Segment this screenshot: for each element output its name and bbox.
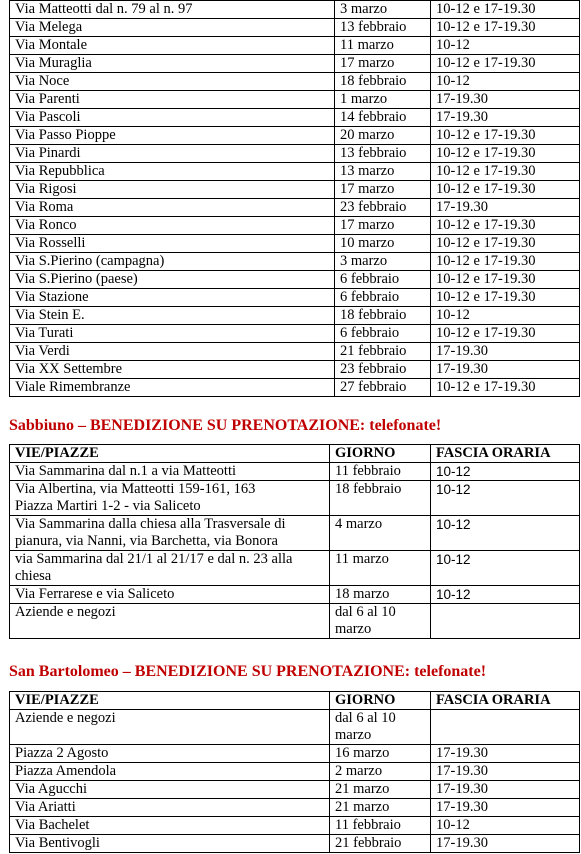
table-row [10, 781, 580, 799]
day-cell: 18 marzo [330, 586, 431, 604]
street-cell: Via Melega [10, 19, 335, 37]
table-row [10, 745, 580, 763]
day-cell: 11 marzo [330, 551, 431, 586]
time-cell: 17-19.30 [431, 745, 580, 763]
table-row [10, 379, 580, 397]
day-cell: 17 marzo [335, 55, 431, 73]
day-cell: 16 marzo [330, 745, 431, 763]
time-cell: 17-19.30 [431, 799, 580, 817]
day-cell: 17 marzo [335, 181, 431, 199]
street-cell: Viale Rimembranze [10, 379, 335, 397]
table-row [10, 253, 580, 271]
table-row [10, 481, 580, 516]
table-row [10, 289, 580, 307]
table-row [10, 325, 580, 343]
table-row [10, 91, 580, 109]
street-cell: Via Montale [10, 37, 335, 55]
time-cell: 10-12 e 17-19.30 [431, 289, 580, 307]
san-bartolomeo-table [9, 691, 580, 853]
san-bartolomeo-table-body [10, 710, 580, 853]
day-cell: 13 febbraio [335, 145, 431, 163]
time-cell: 10-12 e 17-19.30 [431, 163, 580, 181]
time-cell: 17-19.30 [431, 91, 580, 109]
street-cell: Via Albertina, via Matteotti 159-161, 163 Piazza Martiri 1-2 - via Saliceto [10, 481, 330, 516]
day-cell: 17 marzo [335, 217, 431, 235]
time-cell: 10-12 [431, 551, 580, 586]
table-row [10, 516, 580, 551]
time-cell: 10-12 e 17-19.30 [431, 379, 580, 397]
time-cell: 10-12 e 17-19.30 [431, 181, 580, 199]
street-cell: Via Stein E. [10, 307, 335, 325]
table-row [10, 37, 580, 55]
sabbiuno-table [9, 444, 580, 639]
day-cell: 21 febbraio [335, 343, 431, 361]
sabbiuno-section-title: Sabbiuno – BENEDIZIONE SU PRENOTAZIONE: telefonate! [9, 417, 442, 434]
time-cell: 17-19.30 [431, 781, 580, 799]
table-row [10, 307, 580, 325]
street-cell: Via Muraglia [10, 55, 335, 73]
street-cell: Via Turati [10, 325, 335, 343]
time-cell: 10-12 e 17-19.30 [431, 325, 580, 343]
streets-table-continuation [9, 0, 580, 397]
time-cell: 10-12 e 17-19.30 [431, 235, 580, 253]
street-cell: Via Roma [10, 199, 335, 217]
header-vie-piazze: VIE/PIAZZE [10, 445, 330, 463]
table-row [10, 199, 580, 217]
day-cell: 3 marzo [335, 253, 431, 271]
table-row [10, 73, 580, 91]
street-cell: Via Sammarina dal n.1 a via Matteotti [10, 463, 330, 481]
time-cell: 17-19.30 [431, 361, 580, 379]
day-cell: 27 febbraio [335, 379, 431, 397]
table-row [10, 127, 580, 145]
header-vie-piazze: VIE/PIAZZE [10, 692, 330, 710]
street-cell: Piazza 2 Agosto [10, 745, 330, 763]
day-cell: 21 marzo [330, 799, 431, 817]
day-cell: 6 febbraio [335, 271, 431, 289]
street-cell: Via Ronco [10, 217, 335, 235]
street-cell: Via Bachelet [10, 817, 330, 835]
table-row [10, 163, 580, 181]
street-cell: Via Passo Pioppe [10, 127, 335, 145]
table-row [10, 145, 580, 163]
streets-table-body [10, 1, 580, 397]
time-cell: 10-12 [431, 586, 580, 604]
time-cell: 10-12 e 17-19.30 [431, 1, 580, 19]
day-cell: 18 febbraio [335, 307, 431, 325]
time-cell: 10-12 [431, 73, 580, 91]
time-cell: 10-12 [431, 481, 580, 516]
street-cell: Via Matteotti dal n. 79 al n. 97 [10, 1, 335, 19]
street-cell: Via Rosselli [10, 235, 335, 253]
time-cell: 10-12 [431, 37, 580, 55]
table-row [10, 109, 580, 127]
street-cell: Via Ferrarese e via Saliceto [10, 586, 330, 604]
street-cell: Via Parenti [10, 91, 335, 109]
day-cell: 11 febbraio [330, 463, 431, 481]
time-cell: 10-12 [431, 463, 580, 481]
day-cell: 11 marzo [335, 37, 431, 55]
table-row [10, 799, 580, 817]
day-cell: dal 6 al 10 marzo [330, 710, 431, 745]
time-cell [431, 604, 580, 639]
street-cell: Via Pascoli [10, 109, 335, 127]
day-cell: 3 marzo [335, 1, 431, 19]
header-giorno: GIORNO [330, 445, 431, 463]
table-row [10, 343, 580, 361]
header-fascia-oraria: FASCIA ORARIA [431, 445, 580, 463]
time-cell: 10-12 [431, 516, 580, 551]
day-cell: 1 marzo [335, 91, 431, 109]
time-cell: 10-12 e 17-19.30 [431, 253, 580, 271]
street-cell: Via S.Pierino (paese) [10, 271, 335, 289]
day-cell: 4 marzo [330, 516, 431, 551]
header-giorno: GIORNO [330, 692, 431, 710]
table-row [10, 181, 580, 199]
street-cell: Via Ariatti [10, 799, 330, 817]
street-cell: Via Bentivogli [10, 835, 330, 853]
san-bartolomeo-section-title: San Bartolomeo – BENEDIZIONE SU PRENOTAZIONE: telefonate! [9, 663, 487, 680]
day-cell: 23 febbraio [335, 199, 431, 217]
time-cell: 17-19.30 [431, 763, 580, 781]
table-row [10, 604, 580, 639]
table-row [10, 463, 580, 481]
street-cell: Via Sammarina dalla chiesa alla Trasversale di pianura, via Nanni, via Barchetta, via Bonora [10, 516, 330, 551]
street-cell: Via Repubblica [10, 163, 335, 181]
time-cell: 10-12 e 17-19.30 [431, 19, 580, 37]
time-cell: 17-19.30 [431, 343, 580, 361]
sabbiuno-table-body [10, 463, 580, 639]
day-cell: 21 marzo [330, 781, 431, 799]
street-cell: Aziende e negozi [10, 604, 330, 639]
time-cell: 10-12 [431, 817, 580, 835]
table-row [10, 271, 580, 289]
street-cell: Via XX Settembre [10, 361, 335, 379]
day-cell: 21 febbraio [330, 835, 431, 853]
time-cell: 17-19.30 [431, 199, 580, 217]
street-cell: Aziende e negozi [10, 710, 330, 745]
header-fascia-oraria: FASCIA ORARIA [431, 692, 580, 710]
table-header-row [10, 445, 580, 463]
table-row [10, 817, 580, 835]
day-cell: 6 febbraio [335, 289, 431, 307]
street-cell: Via Agucchi [10, 781, 330, 799]
day-cell: 6 febbraio [335, 325, 431, 343]
table-row [10, 217, 580, 235]
time-cell [431, 710, 580, 745]
time-cell: 10-12 e 17-19.30 [431, 127, 580, 145]
street-cell: Piazza Amendola [10, 763, 330, 781]
street-cell: via Sammarina dal 21/1 al 21/17 e dal n. 23 alla chiesa [10, 551, 330, 586]
time-cell: 17-19.30 [431, 835, 580, 853]
time-cell: 10-12 e 17-19.30 [431, 217, 580, 235]
day-cell: 13 febbraio [335, 19, 431, 37]
street-cell: Via Stazione [10, 289, 335, 307]
time-cell: 10-12 [431, 307, 580, 325]
day-cell: 13 marzo [335, 163, 431, 181]
day-cell: 23 febbraio [335, 361, 431, 379]
table-row [10, 763, 580, 781]
table-row [10, 361, 580, 379]
time-cell: 17-19.30 [431, 109, 580, 127]
day-cell: dal 6 al 10 marzo [330, 604, 431, 639]
day-cell: 2 marzo [330, 763, 431, 781]
table-row [10, 235, 580, 253]
day-cell: 18 febbraio [335, 73, 431, 91]
street-cell: Via S.Pierino (campagna) [10, 253, 335, 271]
table-row [10, 1, 580, 19]
street-cell: Via Noce [10, 73, 335, 91]
time-cell: 10-12 e 17-19.30 [431, 145, 580, 163]
day-cell: 11 febbraio [330, 817, 431, 835]
day-cell: 10 marzo [335, 235, 431, 253]
table-row [10, 551, 580, 586]
time-cell: 10-12 e 17-19.30 [431, 271, 580, 289]
day-cell: 14 febbraio [335, 109, 431, 127]
street-cell: Via Verdi [10, 343, 335, 361]
table-row [10, 835, 580, 853]
time-cell: 10-12 e 17-19.30 [431, 55, 580, 73]
table-header-row [10, 692, 580, 710]
table-row [10, 19, 580, 37]
table-row [10, 586, 580, 604]
street-cell: Via Rigosi [10, 181, 335, 199]
day-cell: 20 marzo [335, 127, 431, 145]
table-row [10, 55, 580, 73]
day-cell: 18 febbraio [330, 481, 431, 516]
street-cell: Via Pinardi [10, 145, 335, 163]
table-row [10, 710, 580, 745]
